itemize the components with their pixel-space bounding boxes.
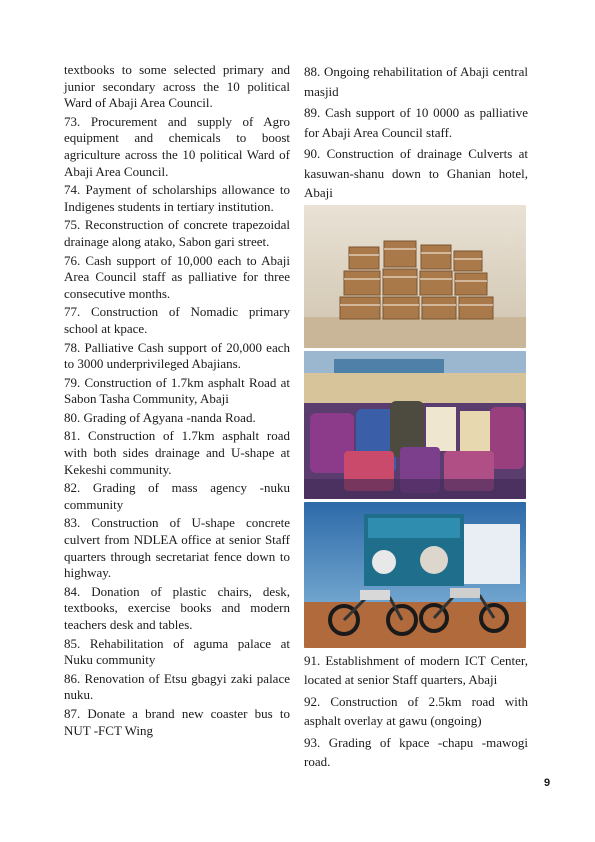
list-item: 74. Payment of scholarships allowance to Indigenes students in tertiary institution. bbox=[64, 182, 290, 214]
list-item: textbooks to some selected primary and junior secondary across the 10 political Ward of Abaji Area Council. bbox=[64, 62, 290, 111]
left-column bbox=[64, 62, 290, 741]
list-item: 79. Construction of 1.7km asphalt Road at Sabon Tasha Community, Abaji bbox=[64, 374, 290, 407]
list-item: 92. Construction of 2.5km road with asphalt overlay at gawu (ongoing) bbox=[304, 693, 528, 728]
list-item: 80. Grading of Agyana -nanda Road. bbox=[64, 409, 256, 425]
list-item: 77. Construction of Nomadic primary school at kpace. bbox=[64, 304, 290, 336]
list-item: 83. Construction of U-shape concrete culvert from NDLEA office at senior Staff quarters through secretariat fence down to highway. bbox=[64, 515, 290, 581]
page-number: 9 bbox=[544, 777, 551, 789]
list-item: 90. Construction of drainage Culverts at kasuwan-shanu down to Ghanian hotel, Abaji bbox=[304, 146, 528, 200]
list-item: 85. Rehabilitation of aguma palace at Nuku community bbox=[64, 635, 290, 668]
right-column bbox=[304, 62, 528, 774]
list-item: 89. Cash support of 10 0000 as palliative for Abaji Area Council staff. bbox=[304, 105, 528, 140]
list-item: 84. Donation of plastic chairs, desk, textbooks, exercise books and modern teachers desk and tables. bbox=[64, 583, 290, 632]
list-item: 86. Renovation of Etsu gbagyi zaki palace nuku. bbox=[64, 670, 290, 703]
list-item: 82. Grading of mass agency -nuku community bbox=[64, 480, 290, 512]
list-item: 73. Procurement and supply of Agro equipment and chemicals to boost agriculture across the 10 political Ward of Abaji Area Council. bbox=[64, 113, 290, 179]
list-item: 93. Grading of kpace -chapu -mawogi road. bbox=[304, 734, 528, 769]
list-item: 88. Ongoing rehabilitation of Abaji central masjid bbox=[304, 64, 528, 99]
school-bags-photo bbox=[304, 351, 526, 499]
stacked-desks-photo bbox=[304, 205, 526, 348]
list-item: 91. Establishment of modern ICT Center, located at senior Staff quarters, Abaji bbox=[304, 652, 528, 687]
list-item: 87. Donate a brand new coaster bus to NUT -FCT Wing bbox=[64, 705, 290, 738]
motorcycles-photo bbox=[304, 502, 526, 648]
list-item: 75. Reconstruction of concrete trapezoidal drainage along atako, Sabon gari street. bbox=[64, 217, 290, 249]
list-item: 81. Construction of 1.7km asphalt road with both sides drainage and U-shape at Kekeshi community. bbox=[64, 428, 290, 477]
list-item: 76. Cash support of 10,000 each to Abaji Area Council staff as palliative for three consecutive months. bbox=[64, 252, 290, 301]
list-item: 78. Palliative Cash support of 20,000 each to 3000 underprivileged Abajians. bbox=[64, 339, 290, 372]
